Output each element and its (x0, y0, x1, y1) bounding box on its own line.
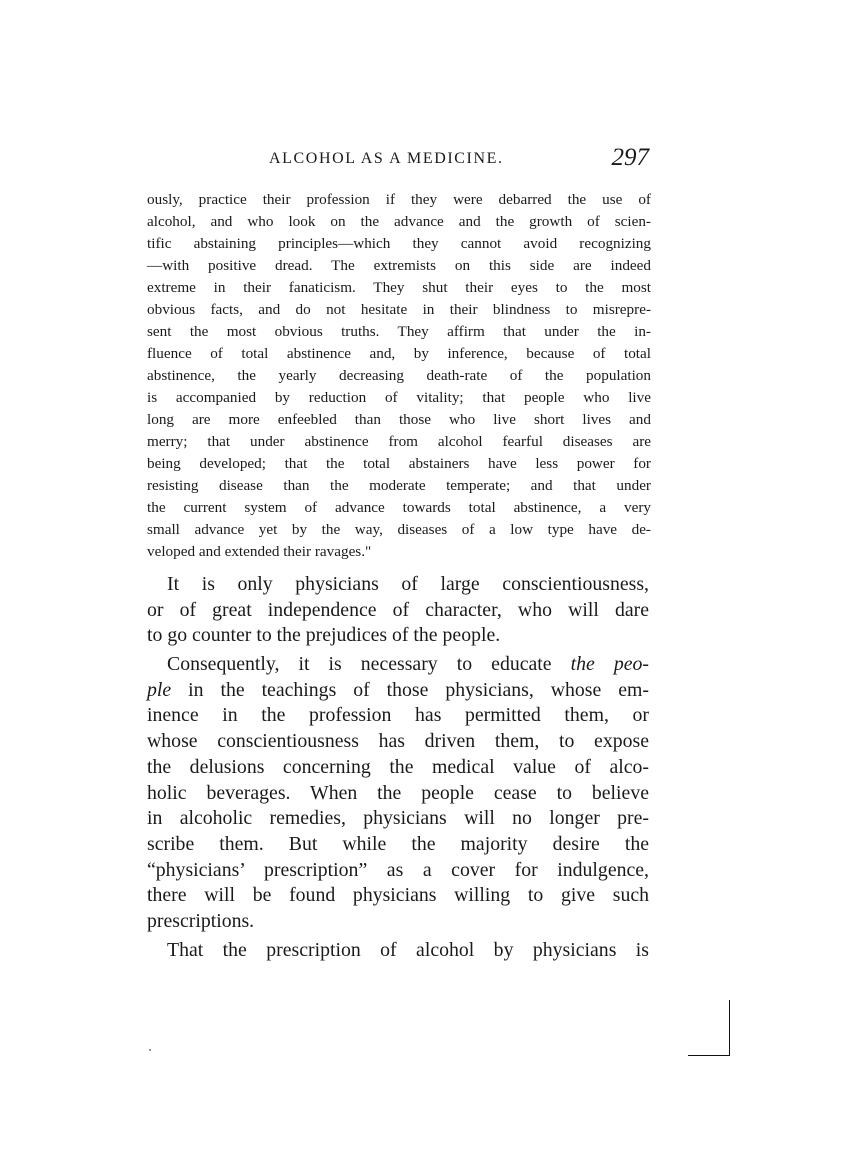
quote-line: resisting disease than the moderate temperate; and that under (147, 477, 651, 494)
quote-line: extreme in their fanaticism. They shut their eyes to the most (147, 279, 651, 296)
italic-emphasis: ple (147, 678, 172, 701)
paragraph-line (147, 652, 649, 678)
quote-line: the current system of advance towards total abstinence, a very (147, 499, 651, 516)
quote-line: long are more enfeebled than those who live short lives and (147, 411, 651, 428)
quoted-passage (147, 189, 651, 563)
crop-mark (688, 1055, 730, 1056)
paragraph-line-text: in the teachings of those physicians, whose em- (171, 678, 649, 701)
paragraph-line: in alcoholic remedies, physicians will no longer pre- (147, 807, 649, 830)
paragraph-line: holic beverages. When the people cease to believe (147, 781, 649, 804)
paragraph-line: or of great independence of character, who will dare (147, 598, 649, 621)
paragraph-prescription-of-alcohol (147, 938, 649, 964)
paragraph-line: prescriptions. (147, 910, 255, 933)
paragraph-line: scribe them. But while the majority desire the (147, 832, 649, 855)
quote-line: small advance yet by the way, diseases of a low type have de- (147, 521, 651, 538)
quote-line: sent the most obvious truths. They affirm that under the in- (147, 323, 651, 340)
quote-line: ously, practice their profession if they were debarred the use of (147, 191, 651, 208)
paragraph-line: inence in the profession has permitted them, or (147, 704, 649, 727)
paragraph-line (147, 678, 649, 704)
quote-line: being developed; that the total abstainers have less power for (147, 455, 651, 472)
running-head-title: ALCOHOL AS A MEDICINE. (269, 150, 504, 167)
paragraph-line: whose conscientiousness has driven them, to expose (147, 730, 649, 753)
paragraph-line: to go counter to the prejudices of the people. (147, 624, 501, 647)
quote-line: fluence of total abstinence and, by inference, because of total (147, 345, 651, 362)
quote-line: —with positive dread. The extremists on this side are indeed (147, 257, 651, 274)
paragraph-line: there will be found physicians willing to give such (147, 884, 649, 907)
page-number: 297 (611, 144, 649, 171)
scan-speck (149, 1049, 151, 1051)
quote-line: is accompanied by reduction of vitality; that people who live (147, 389, 651, 406)
paragraph-physicians-conscientiousness (147, 572, 649, 649)
paragraph-line: “physicians’ prescription” as a cover for indulgence, (147, 858, 649, 881)
paragraph-educate-the-people (147, 652, 649, 935)
quote-line: alcohol, and who look on the advance and the growth of scien- (147, 213, 651, 230)
paragraph-line: That the prescription of alcohol by physicians is (167, 939, 649, 961)
quote-line: obvious facts, and do not hesitate in their blindness to misrepre- (147, 301, 651, 318)
paragraph-line: It is only physicians of large conscientiousness, (167, 573, 649, 595)
quote-line: veloped and extended their ravages." (147, 543, 372, 560)
quote-line: tific abstaining principles—which they cannot avoid recognizing (147, 235, 651, 252)
italic-emphasis: the peo- (570, 653, 649, 675)
quote-line: merry; that under abstinence from alcohol fearful diseases are (147, 433, 651, 450)
paragraph-line-text: Consequently, it is necessary to educate (167, 653, 571, 675)
crop-mark (729, 1000, 730, 1056)
quote-line: abstinence, the yearly decreasing death-rate of the population (147, 367, 651, 384)
running-head (147, 144, 651, 174)
paragraph-line: the delusions concerning the medical value of alco- (147, 755, 649, 778)
